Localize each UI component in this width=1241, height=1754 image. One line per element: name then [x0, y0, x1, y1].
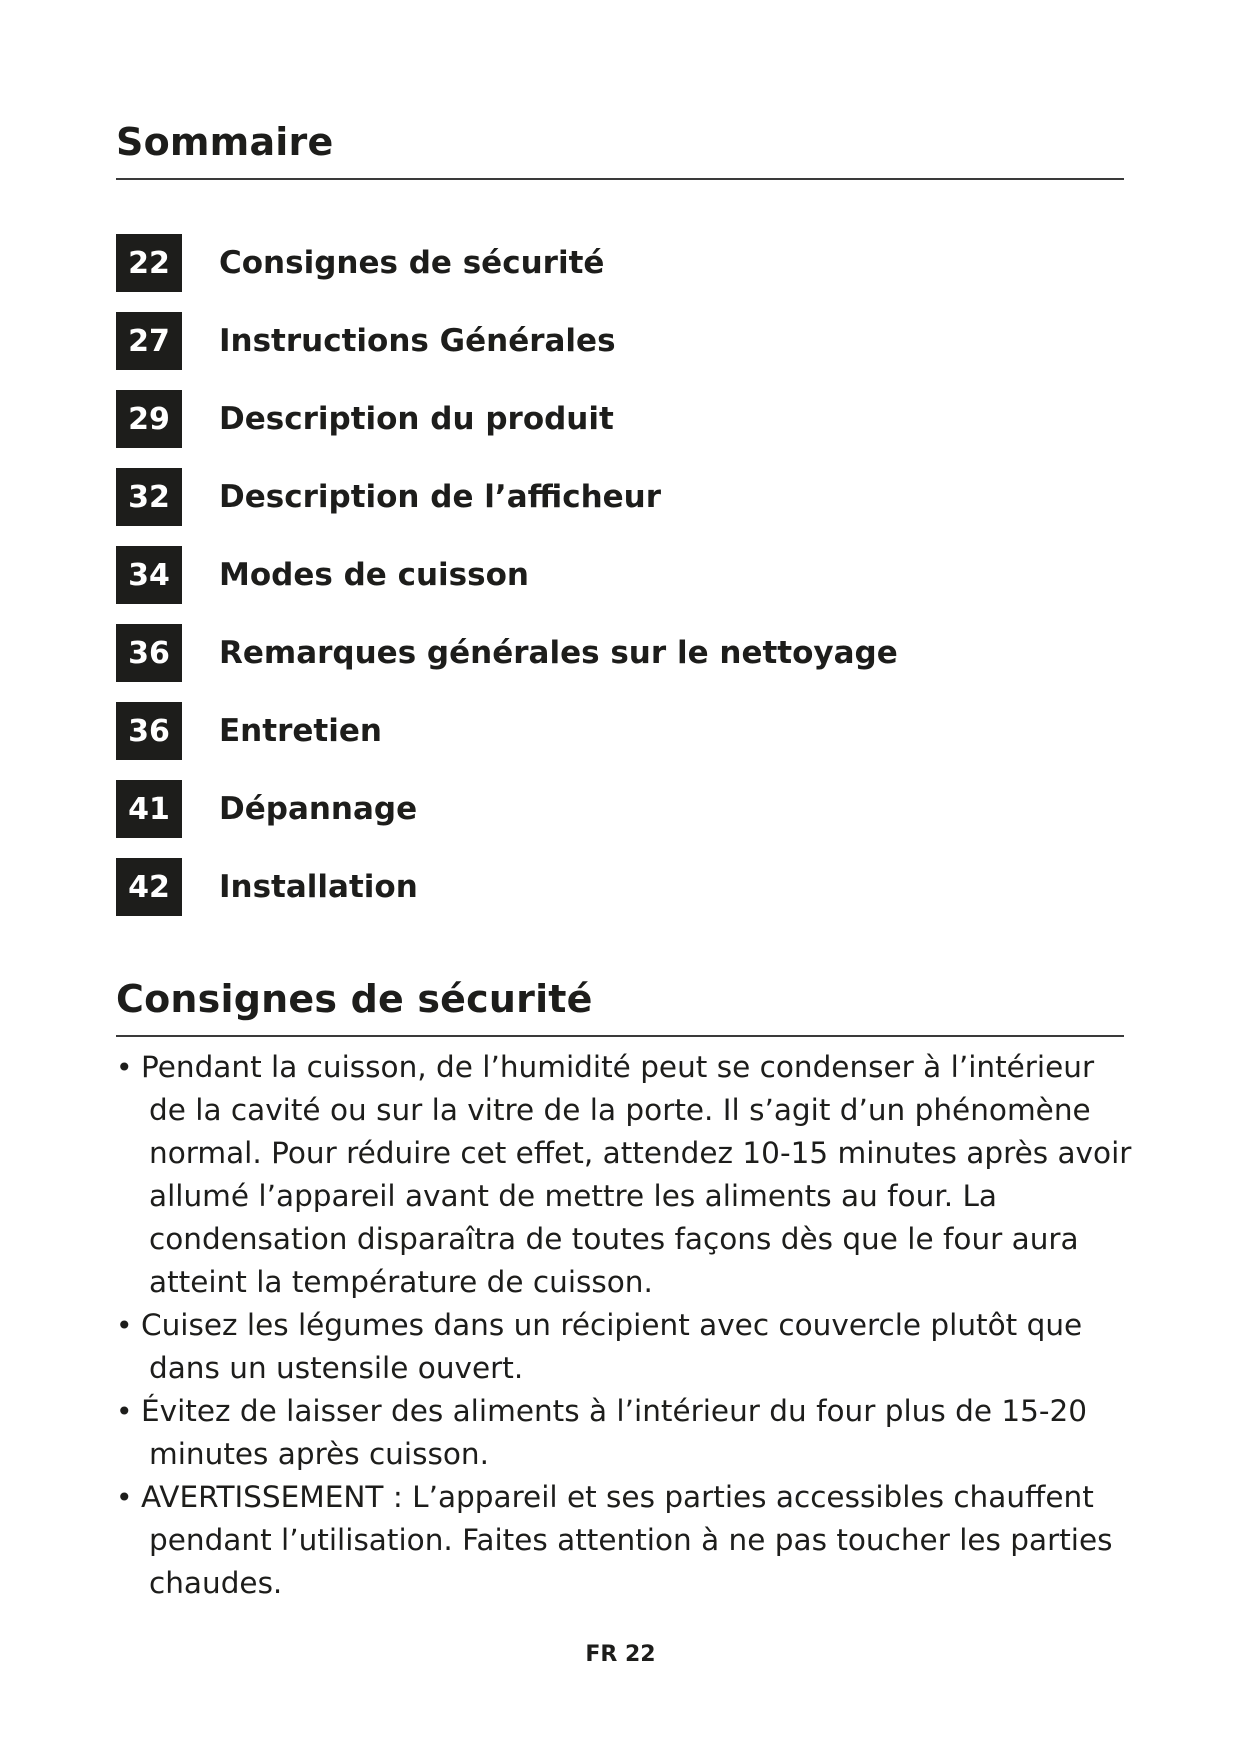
- toc-entry[interactable]: [116, 458, 1124, 536]
- toc-page-badge: 41: [116, 780, 182, 838]
- toc-divider: [116, 178, 1124, 180]
- bullet-icon: •: [116, 1481, 133, 1514]
- toc-entry-label: Modes de cuisson: [219, 557, 529, 593]
- bullet-text: AVERTISSEMENT : L’appareil et ses parties accessibles chauffent pendant l’utilisation. Faites attention à ne pas toucher les parties chaudes.: [141, 1480, 1113, 1600]
- list-item: [116, 1304, 1136, 1390]
- bullet-text: Cuisez les légumes dans un récipient avec couvercle plutôt que dans un ustensile ouvert.: [141, 1308, 1083, 1385]
- toc-entry-label: Remarques générales sur le nettoyage: [219, 635, 898, 671]
- toc-entry-label: Instructions Générales: [219, 323, 616, 359]
- toc-entry[interactable]: [116, 614, 1124, 692]
- bullet-icon: •: [116, 1395, 133, 1428]
- bullet-icon: •: [116, 1309, 133, 1342]
- safety-title: Consignes de sécurité: [116, 977, 593, 1021]
- toc-entry[interactable]: [116, 770, 1124, 848]
- bullet-text: Pendant la cuisson, de l’humidité peut se condenser à l’intérieur de la cavité ou sur la vitre de la porte. Il s’agit d’un phénomène normal. Pour réduire cet effet, attendez 10-15 minutes après avoir allumé l’appareil avant de mettre les aliments au four. La condensation disparaîtra de toutes façons dès que le four aura atteint la température de cuisson.: [141, 1050, 1132, 1299]
- toc-entry[interactable]: [116, 536, 1124, 614]
- toc-entry-label: Description du produit: [219, 401, 614, 437]
- toc-entry-label: Dépannage: [219, 791, 418, 827]
- table-of-contents: [116, 224, 1124, 926]
- toc-entry[interactable]: [116, 692, 1124, 770]
- toc-page-badge: 22: [116, 234, 182, 292]
- toc-page-badge: 42: [116, 858, 182, 916]
- bullet-text: Évitez de laisser des aliments à l’intérieur du four plus de 15-20 minutes après cuisson.: [141, 1394, 1088, 1471]
- toc-page-badge: 36: [116, 702, 182, 760]
- safety-instructions: [116, 1046, 1136, 1605]
- toc-page-badge: 36: [116, 624, 182, 682]
- toc-page-badge: 27: [116, 312, 182, 370]
- toc-entry[interactable]: [116, 848, 1124, 926]
- page-number: FR 22: [585, 1642, 656, 1667]
- toc-page-badge: 32: [116, 468, 182, 526]
- toc-title: Sommaire: [116, 120, 334, 164]
- toc-entry[interactable]: [116, 224, 1124, 302]
- safety-divider: [116, 1035, 1124, 1037]
- toc-entry-label: Installation: [219, 869, 418, 905]
- toc-entry-label: Description de l’afficheur: [219, 479, 662, 515]
- list-item: [116, 1046, 1136, 1304]
- list-item: [116, 1476, 1136, 1605]
- toc-page-badge: 29: [116, 390, 182, 448]
- list-item: [116, 1390, 1136, 1476]
- toc-entry[interactable]: [116, 302, 1124, 380]
- bullet-icon: •: [116, 1051, 133, 1084]
- toc-entry-label: Entretien: [219, 713, 382, 749]
- toc-entry-label: Consignes de sécurité: [219, 245, 605, 281]
- toc-page-badge: 34: [116, 546, 182, 604]
- toc-entry[interactable]: [116, 380, 1124, 458]
